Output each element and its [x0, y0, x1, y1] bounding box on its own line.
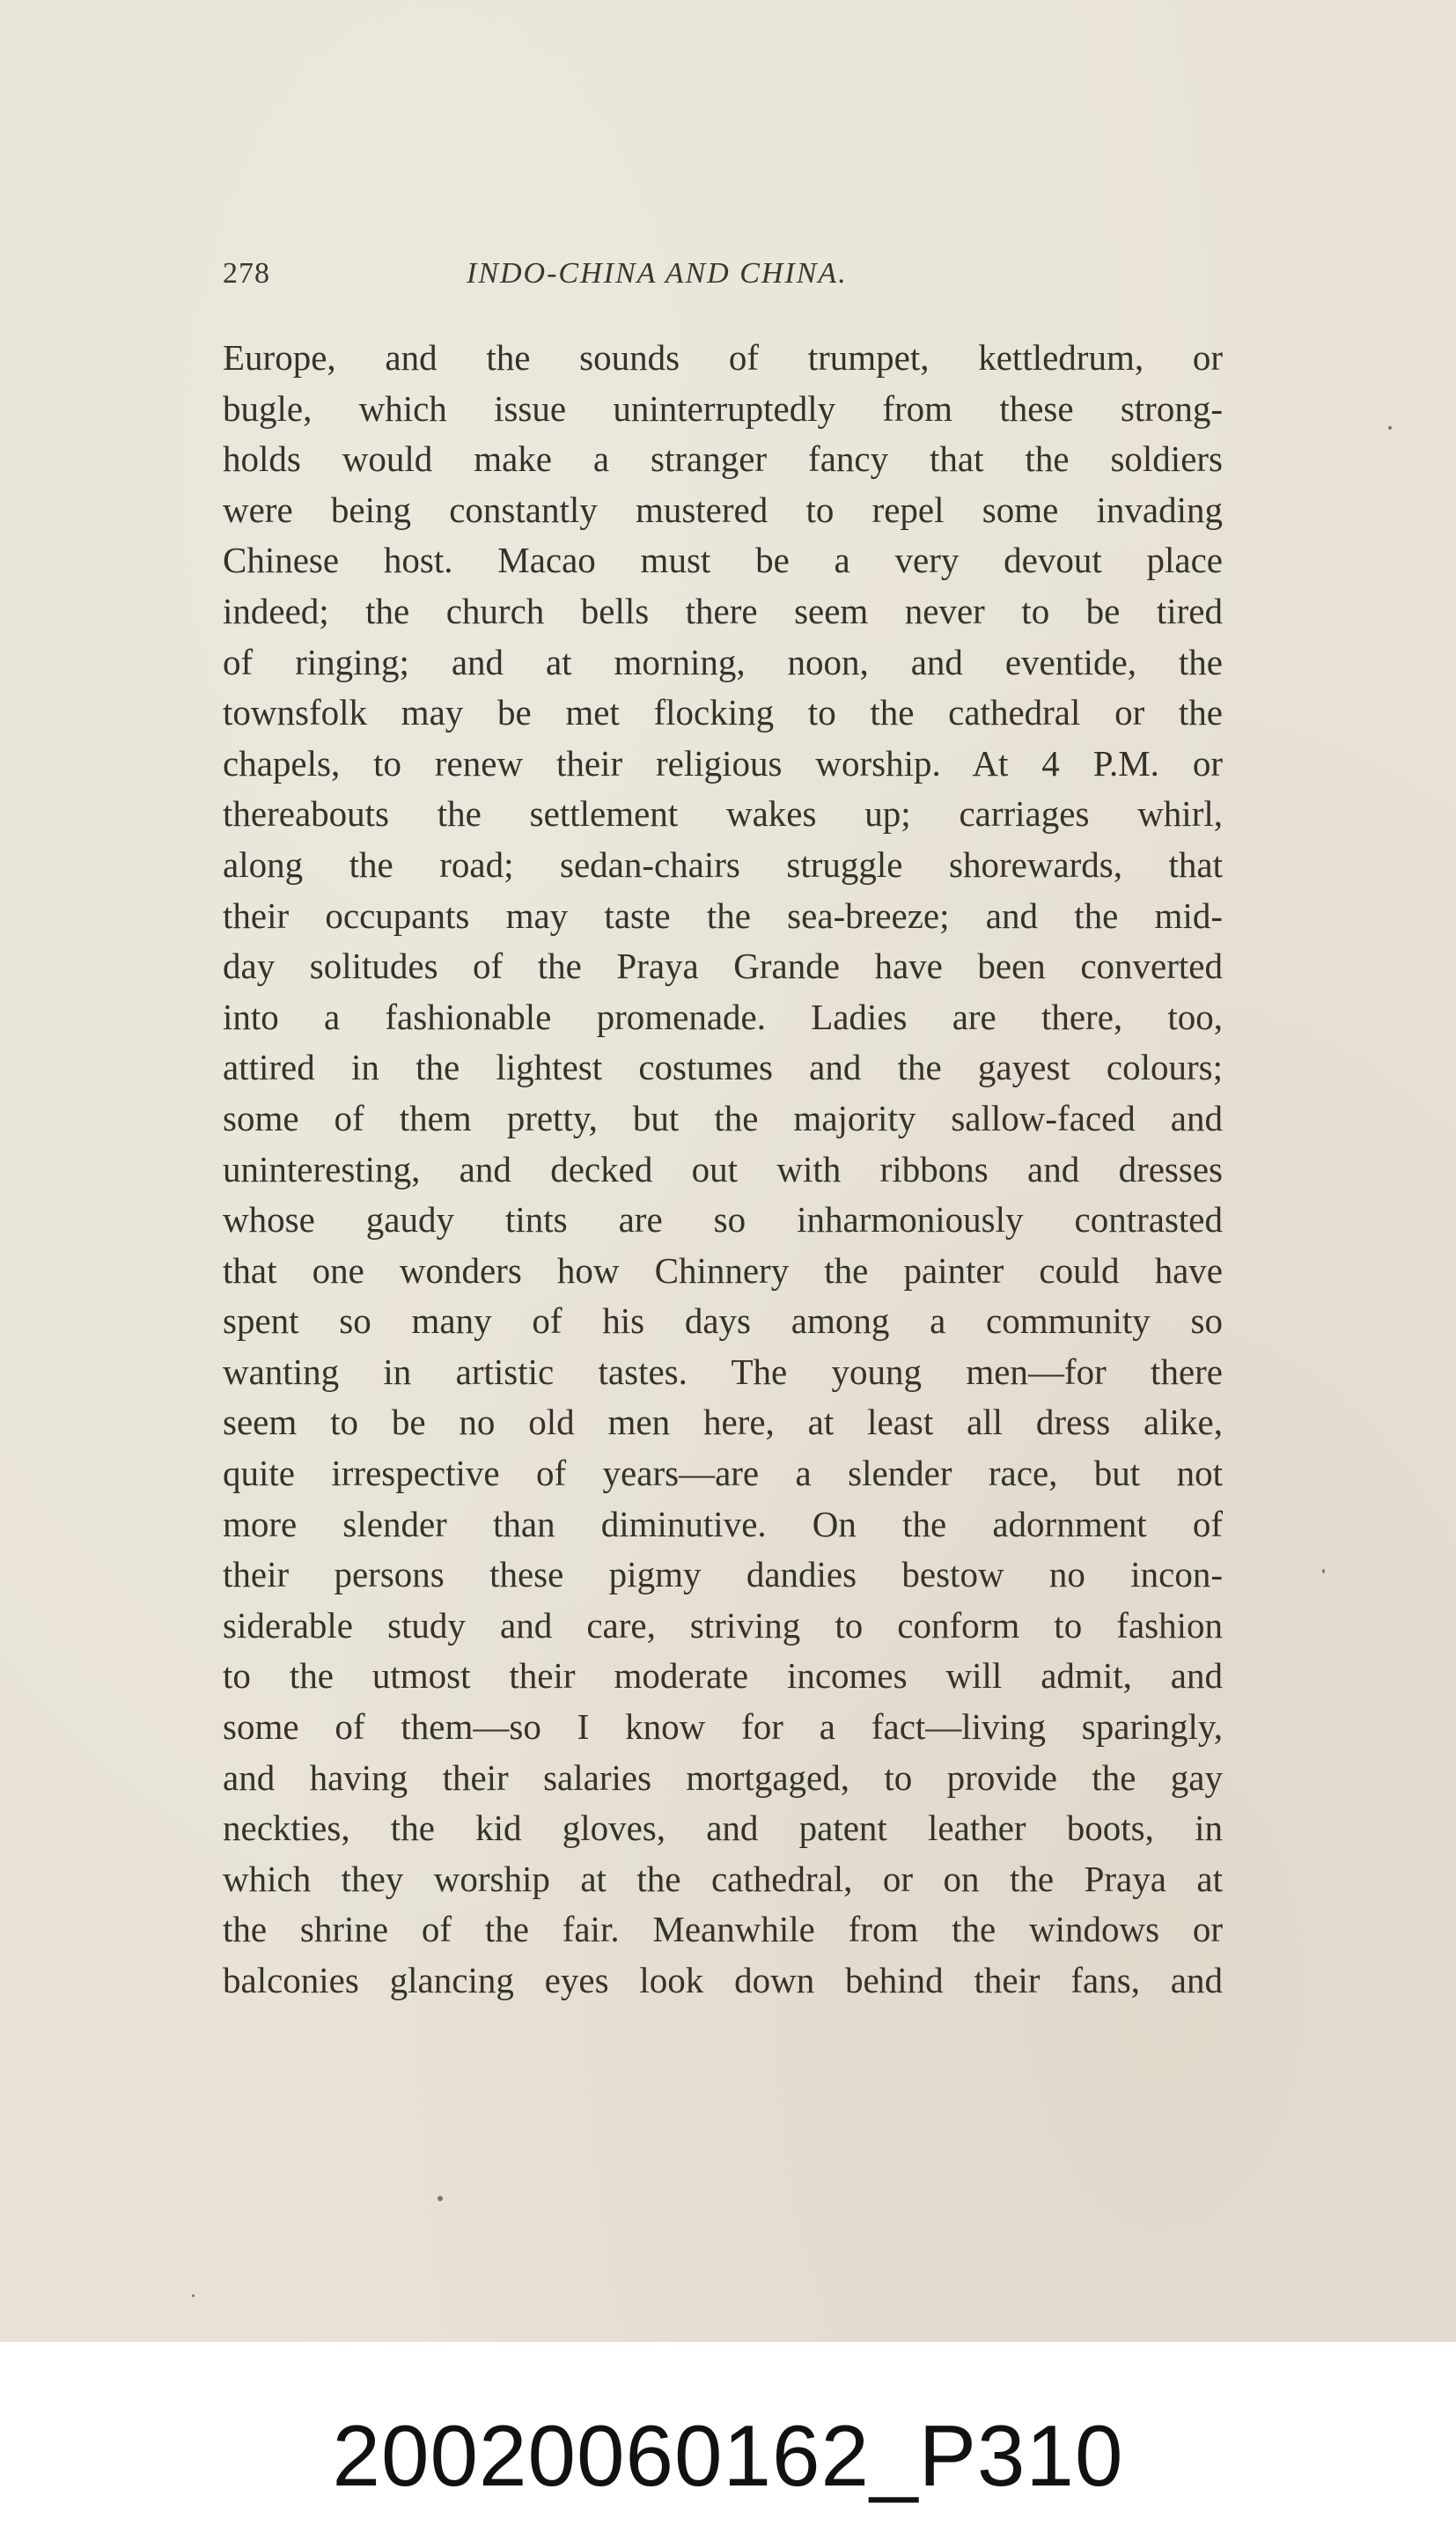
- page-header: [223, 257, 1223, 301]
- text-line: holds would make a stranger fancy that the soldiers: [223, 438, 1223, 480]
- text-line: townsfolk may be met flocking to the cathedral or the: [223, 692, 1223, 733]
- text-line: indeed; the church bells there seem never to be tired: [223, 590, 1223, 631]
- paper-speck: [192, 2294, 195, 2297]
- text-line: some of them pretty, but the majority sallow-faced and: [223, 1097, 1223, 1138]
- paper-speck: [1388, 426, 1392, 430]
- text-line: to the utmost their moderate incomes will admit, and: [223, 1655, 1223, 1697]
- text-line: spent so many of his days among a community so: [223, 1300, 1223, 1342]
- text-line: more slender than diminutive. On the adornment of: [223, 1503, 1223, 1544]
- text-line: of ringing; and at morning, noon, and eventide, the: [223, 641, 1223, 682]
- text-line: whose gaudy tints are so inharmoniously contrasted: [223, 1199, 1223, 1241]
- text-line: some of them—so I know for a fact—living sparingly,: [223, 1706, 1223, 1748]
- text-line: siderable study and care, striving to conform to fashion: [223, 1604, 1223, 1646]
- text-line: the shrine of the fair. Meanwhile from the windows or: [223, 1909, 1223, 1950]
- text-line: wanting in artistic tastes. The young men—for there: [223, 1351, 1223, 1392]
- text-line: uninteresting, and decked out with ribbons and dresses: [223, 1148, 1223, 1189]
- text-line: that one wonders how Chinnery the painter could have: [223, 1249, 1223, 1291]
- text-line: and having their salaries mortgaged, to provide the gay: [223, 1756, 1223, 1798]
- text-line: attired in the lightest costumes and the gayest colours;: [223, 1047, 1223, 1088]
- text-line: quite irrespective of years—are a slender race, but not: [223, 1453, 1223, 1494]
- paper-speck: [1322, 1569, 1325, 1573]
- page-number: 278: [223, 257, 270, 290]
- text-line: seem to be no old men here, at least all dress alike,: [223, 1402, 1223, 1443]
- accession-label: 20020060162_P310: [332, 2407, 1124, 2504]
- text-line: their persons these pigmy dandies bestow no incon-: [223, 1554, 1223, 1595]
- text-line: bugle, which issue uninterruptedly from these strong-: [223, 387, 1223, 429]
- text-line: balconies glancing eyes look down behind their fans, and: [223, 1960, 1223, 2000]
- text-line: along the road; sedan-chairs struggle shorewards, that: [223, 843, 1223, 885]
- text-line: Europe, and the sounds of trumpet, kettledrum, or: [223, 337, 1223, 378]
- text-line: were being constantly mustered to repel some invading: [223, 489, 1223, 530]
- body-text: [223, 333, 1223, 2007]
- text-line: day solitudes of the Praya Grande have been converted: [223, 946, 1223, 987]
- text-line: their occupants may taste the sea-breeze; and the mid-: [223, 895, 1223, 936]
- text-line: Chinese host. Macao must be a very devout place: [223, 540, 1223, 581]
- text-line: chapels, to renew their religious worship. At 4 P.M. or: [223, 742, 1223, 784]
- text-line: into a fashionable promenade. Ladies are there, too,: [223, 996, 1223, 1037]
- paper-speck: [438, 2196, 443, 2201]
- text-line: neckties, the kid gloves, and patent leather boots, in: [223, 1808, 1223, 1849]
- running-head: INDO-CHINA AND CHINA.: [467, 257, 848, 290]
- text-line: which they worship at the cathedral, or on the Praya at: [223, 1858, 1223, 1899]
- text-line: thereabouts the settlement wakes up; carriages whirl,: [223, 793, 1223, 835]
